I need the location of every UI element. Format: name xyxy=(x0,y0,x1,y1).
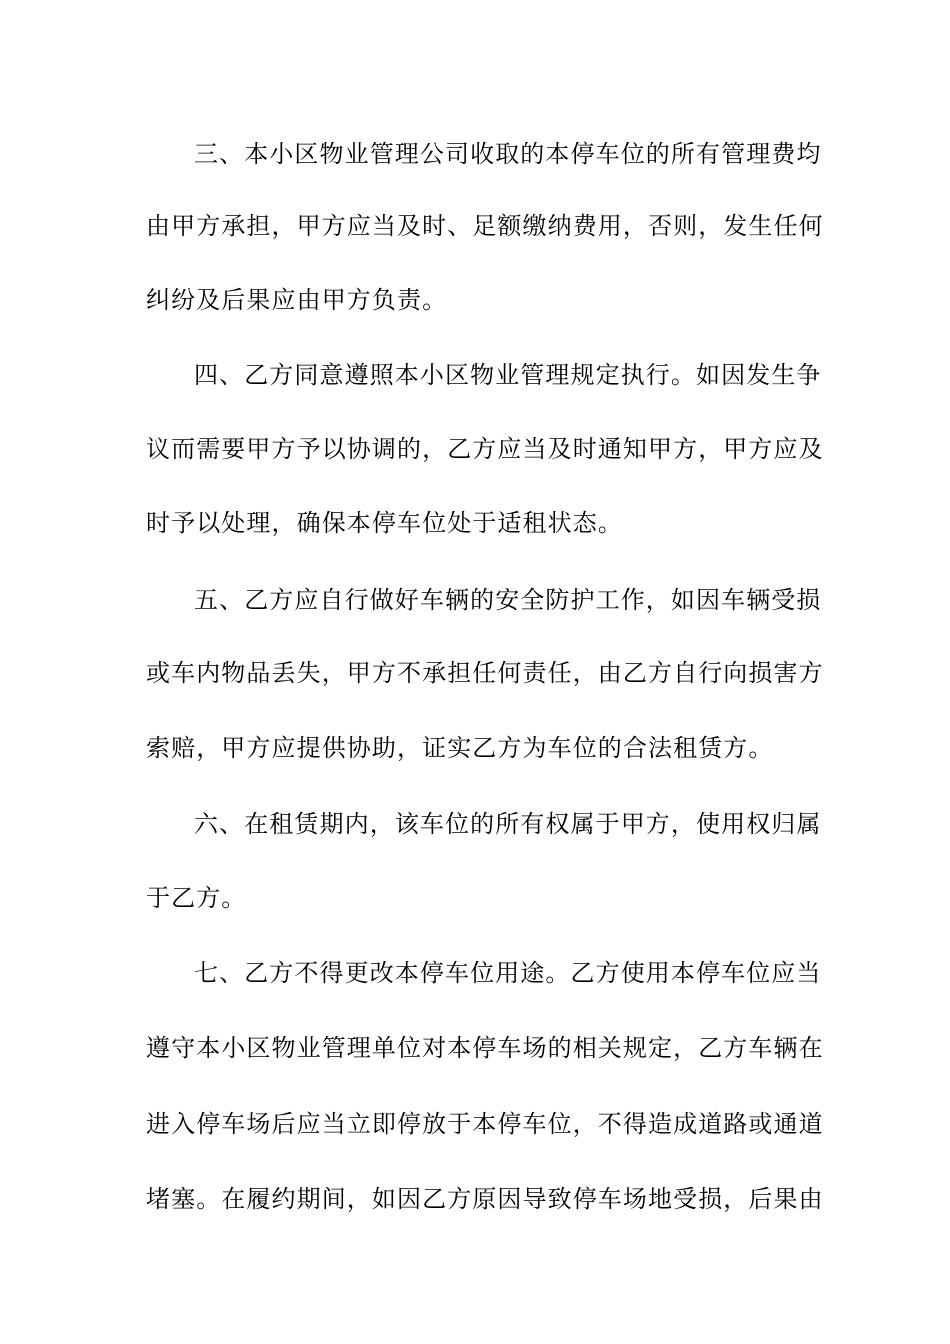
text-line: 索赔，甲方应提供协助，证实乙方为车位的合法租赁方。 xyxy=(146,734,774,762)
text-line: 遵守本小区物业管理单位对本停车场的相关规定，乙方车辆在 xyxy=(146,1034,824,1062)
text-line: 时予以处理，确保本停车位处于适租状态。 xyxy=(146,509,623,537)
text-line: 五、乙方应自行做好车辆的安全防护工作，如因车辆受损 xyxy=(194,586,822,614)
text-line: 进入停车场后应当立即停放于本停车位，不得造成道路或通道 xyxy=(146,1110,824,1138)
text-line: 于乙方。 xyxy=(146,884,247,912)
text-line: 议而需要甲方予以协调的，乙方应当及时通知甲方，甲方应及 xyxy=(146,435,824,463)
text-line: 或车内物品丢失，甲方不承担任何责任，由乙方自行向损害方 xyxy=(146,659,824,687)
text-line: 堵塞。在履约期间，如因乙方原因导致停车场地受损，后果由 xyxy=(146,1185,824,1213)
text-line: 纠纷及后果应由甲方负责。 xyxy=(146,286,448,314)
text-line: 六、在租赁期内，该车位的所有权属于甲方，使用权归属 xyxy=(194,810,822,838)
text-line: 四、乙方同意遵照本小区物业管理规定执行。如因发生争 xyxy=(194,361,822,389)
text-line: 三、本小区物业管理公司收取的本停车位的所有管理费均 xyxy=(194,140,822,168)
text-line: 由甲方承担，甲方应当及时、足额缴纳费用，否则，发生任何 xyxy=(146,212,824,240)
text-line: 七、乙方不得更改本停车位用途。乙方使用本停车位应当 xyxy=(194,959,822,987)
